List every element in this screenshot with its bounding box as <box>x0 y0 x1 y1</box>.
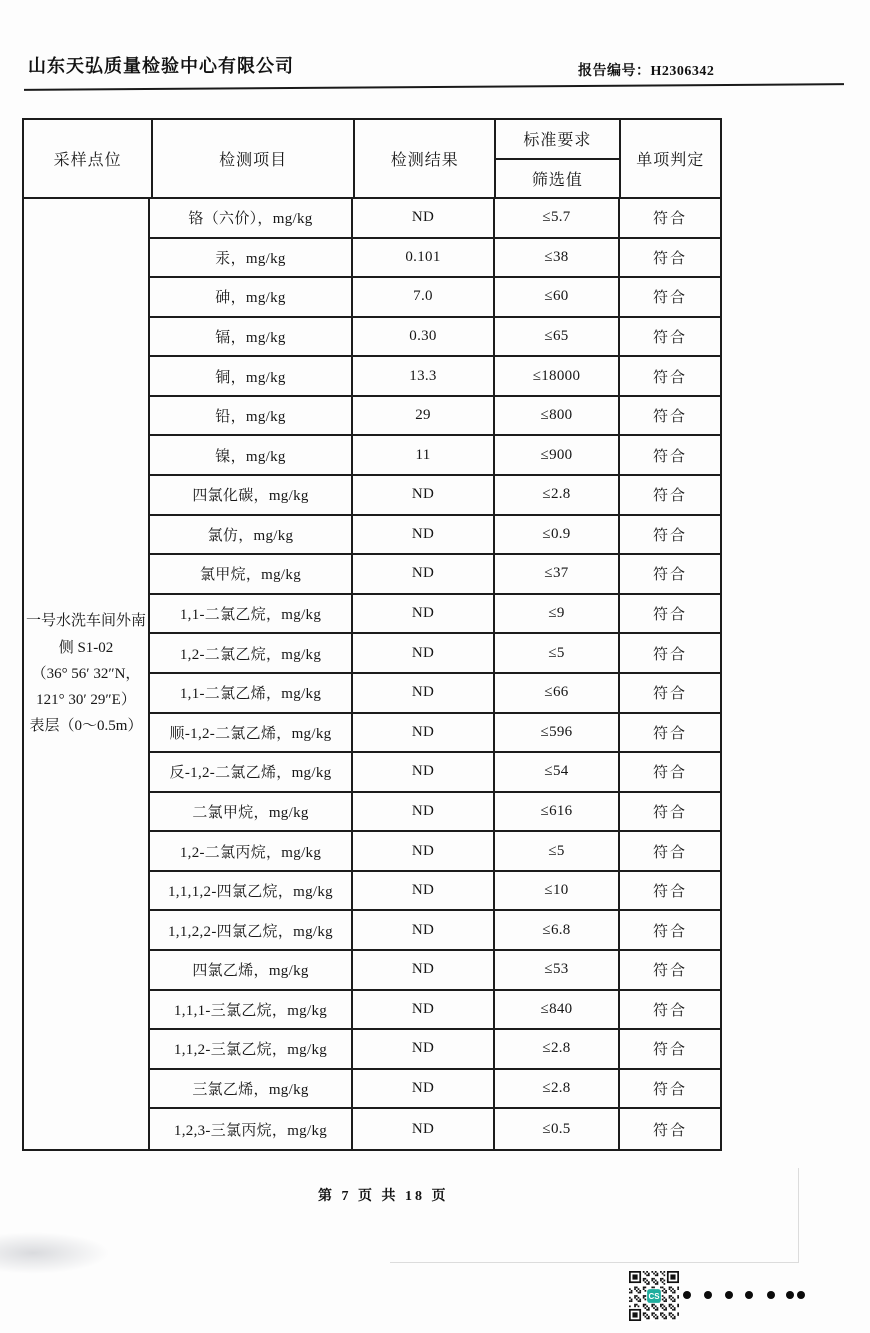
cell-result: ND <box>353 634 495 672</box>
table-body <box>24 199 720 1149</box>
table-row <box>150 239 720 279</box>
cell-result: ND <box>353 951 495 989</box>
table-row <box>150 634 720 674</box>
cell-screening-limit: ≤840 <box>495 991 620 1029</box>
header-screening: 筛选值 <box>531 171 583 189</box>
cell-judgment: 符合 <box>652 646 687 663</box>
cell-item: 二氯甲烷，mg/kg <box>150 793 353 831</box>
cell-result: 11 <box>353 436 495 474</box>
cell-item: 砷，mg/kg <box>150 278 353 316</box>
cell-judgment: 符合 <box>652 488 687 505</box>
page-number: 第 7 页 共 18 页 <box>318 1189 449 1204</box>
cell-judgment: 符合 <box>652 250 687 267</box>
cell-item: 1,1,1,2-四氯乙烷，mg/kg <box>150 872 353 910</box>
cell-result: ND <box>353 476 495 514</box>
cell-item: 镍，mg/kg <box>150 436 353 474</box>
report-number <box>578 60 714 80</box>
cell-item: 铜，mg/kg <box>150 357 353 395</box>
cell-result: ND <box>353 991 495 1029</box>
header-item: 检测项目 <box>153 120 355 197</box>
cell-screening-limit: ≤0.5 <box>495 1109 620 1149</box>
qr-code-icon <box>629 1271 679 1321</box>
cell-screening-limit: ≤65 <box>495 318 620 356</box>
cell-judgment: 符合 <box>652 448 687 465</box>
table-row <box>150 278 720 318</box>
cell-result: ND <box>353 911 495 949</box>
cell-judgment: 符合 <box>652 923 687 940</box>
header-judgment: 单项判定 <box>636 152 705 169</box>
table-row <box>150 872 720 912</box>
cell-item: 四氯化碳，mg/kg <box>150 476 353 514</box>
scan-shadow <box>0 1232 110 1274</box>
cell-judgment: 符合 <box>652 1042 687 1059</box>
cell-screening-limit: ≤5 <box>495 832 620 870</box>
cell-item: 氯甲烷，mg/kg <box>150 555 353 593</box>
cell-result: ND <box>353 555 495 593</box>
cell-item: 铬（六价），mg/kg <box>150 199 353 237</box>
cell-result: 7.0 <box>353 278 495 316</box>
cell-result: ND <box>353 595 495 633</box>
page-edge-horizontal <box>390 1262 799 1263</box>
cell-screening-limit: ≤5.7 <box>495 199 620 237</box>
cell-judgment: 符合 <box>652 725 687 742</box>
company-name: 山东天弘质量检验中心有限公司 <box>28 56 294 76</box>
table-row <box>150 911 720 951</box>
cell-judgment: 符合 <box>652 567 687 584</box>
dot-mark <box>745 1291 753 1299</box>
cell-screening-limit: ≤2.8 <box>495 1030 620 1068</box>
cell-judgment: 符合 <box>652 211 687 228</box>
table-row <box>150 357 720 397</box>
cell-screening-limit: ≤0.9 <box>495 516 620 554</box>
table-row <box>150 397 720 437</box>
table-row <box>150 991 720 1031</box>
cell-judgment: 符合 <box>652 844 687 861</box>
cell-item: 镉，mg/kg <box>150 318 353 356</box>
cell-result: ND <box>353 1109 495 1149</box>
cell-result: ND <box>353 199 495 237</box>
cell-item: 顺-1,2-二氯乙烯，mg/kg <box>150 714 353 752</box>
table-row <box>150 1030 720 1070</box>
cell-judgment: 符合 <box>652 686 687 703</box>
cell-item: 1,2-二氯丙烷，mg/kg <box>150 832 353 870</box>
table-row <box>150 555 720 595</box>
cell-item: 1,1,1-三氯乙烷，mg/kg <box>150 991 353 1029</box>
table-row <box>150 199 720 239</box>
cell-screening-limit: ≤53 <box>495 951 620 989</box>
cell-result: 0.30 <box>353 318 495 356</box>
table-row <box>150 516 720 556</box>
cell-item: 1,1-二氯乙烷，mg/kg <box>150 595 353 633</box>
cell-screening-limit: ≤900 <box>495 436 620 474</box>
cell-screening-limit: ≤616 <box>495 793 620 831</box>
cell-result: 13.3 <box>353 357 495 395</box>
cell-screening-limit: ≤5 <box>495 634 620 672</box>
cell-screening-limit: ≤800 <box>495 397 620 435</box>
table-header-row <box>24 120 720 199</box>
cell-result: 0.101 <box>353 239 495 277</box>
cell-item: 1,1,2-三氯乙烷，mg/kg <box>150 1030 353 1068</box>
cell-judgment: 符合 <box>652 1002 687 1019</box>
cell-item: 四氯乙烯，mg/kg <box>150 951 353 989</box>
table-row <box>150 436 720 476</box>
cell-judgment: 符合 <box>652 963 687 980</box>
table-row <box>150 674 720 714</box>
table-row <box>150 832 720 872</box>
table-row <box>150 476 720 516</box>
header-standard-group <box>496 120 620 197</box>
cell-result: ND <box>353 832 495 870</box>
cell-screening-limit: ≤9 <box>495 595 620 633</box>
result-rows <box>150 199 720 1149</box>
header-result: 检测结果 <box>355 120 496 197</box>
cell-item: 反-1,2-二氯乙烯，mg/kg <box>150 753 353 791</box>
header-divider <box>24 83 844 91</box>
cell-screening-limit: ≤596 <box>495 714 620 752</box>
cell-result: ND <box>353 714 495 752</box>
sample-point-cell: 一号水洗车间外南 侧 S1-02 （36° 56′ 32″N， 121° 30′ 29″E） 表层（0～0.5m） <box>24 199 150 1149</box>
cell-screening-limit: ≤18000 <box>495 357 620 395</box>
table-row <box>150 951 720 991</box>
cell-screening-limit: ≤2.8 <box>495 476 620 514</box>
cell-result: ND <box>353 1030 495 1068</box>
cell-item: 铅，mg/kg <box>150 397 353 435</box>
cell-screening-limit: ≤37 <box>495 555 620 593</box>
dot-mark <box>786 1291 794 1299</box>
dot-marks <box>683 1291 813 1300</box>
cell-item: 氯仿，mg/kg <box>150 516 353 554</box>
cell-judgment: 符合 <box>652 1122 687 1139</box>
cell-judgment: 符合 <box>652 804 687 821</box>
dot-mark <box>797 1291 805 1299</box>
report-number-label: 报告编号： <box>578 64 651 79</box>
dot-mark <box>767 1291 775 1299</box>
cell-screening-limit: ≤54 <box>495 753 620 791</box>
cell-screening-limit: ≤10 <box>495 872 620 910</box>
cell-screening-limit: ≤2.8 <box>495 1070 620 1108</box>
cell-item: 1,1-二氯乙烯，mg/kg <box>150 674 353 712</box>
cell-item: 三氯乙烯，mg/kg <box>150 1070 353 1108</box>
cell-judgment: 符合 <box>652 409 687 426</box>
header-sample-point: 采样点位 <box>24 120 153 197</box>
cell-result: ND <box>353 793 495 831</box>
cell-result: ND <box>353 872 495 910</box>
cell-result: ND <box>353 1070 495 1108</box>
table-row <box>150 1070 720 1110</box>
table-row <box>150 793 720 833</box>
results-table <box>22 118 722 1151</box>
dot-mark <box>683 1291 691 1299</box>
cell-item: 1,2,3-三氯丙烷，mg/kg <box>150 1109 353 1149</box>
report-number-value: H2306342 <box>650 64 715 79</box>
cell-screening-limit: ≤6.8 <box>495 911 620 949</box>
cell-judgment: 符合 <box>652 330 687 347</box>
page-edge-vertical <box>798 1168 799 1263</box>
cell-screening-limit: ≤66 <box>495 674 620 712</box>
dot-mark <box>725 1291 733 1299</box>
cell-screening-limit: ≤38 <box>495 239 620 277</box>
cell-judgment: 符合 <box>652 607 687 624</box>
table-row <box>150 595 720 635</box>
svg-text:CS: CS <box>648 1292 660 1302</box>
cell-result: 29 <box>353 397 495 435</box>
cell-judgment: 符合 <box>652 765 687 782</box>
cell-item: 汞，mg/kg <box>150 239 353 277</box>
cell-judgment: 符合 <box>652 527 687 544</box>
cell-screening-limit: ≤60 <box>495 278 620 316</box>
table-row <box>150 318 720 358</box>
cell-item: 1,1,2,2-四氯乙烷，mg/kg <box>150 911 353 949</box>
table-row <box>150 753 720 793</box>
cell-judgment: 符合 <box>652 290 687 307</box>
table-row <box>150 1109 720 1149</box>
header-standard: 标准要求 <box>496 120 618 160</box>
cell-item: 1,2-二氯乙烷，mg/kg <box>150 634 353 672</box>
qr-code-svg <box>629 1271 679 1321</box>
cell-result: ND <box>353 674 495 712</box>
cell-judgment: 符合 <box>652 1082 687 1098</box>
cell-result: ND <box>353 753 495 791</box>
cell-result: ND <box>353 516 495 554</box>
dot-mark <box>704 1291 712 1299</box>
cell-judgment: 符合 <box>652 884 687 901</box>
table-row <box>150 714 720 754</box>
cell-judgment: 符合 <box>652 369 687 386</box>
